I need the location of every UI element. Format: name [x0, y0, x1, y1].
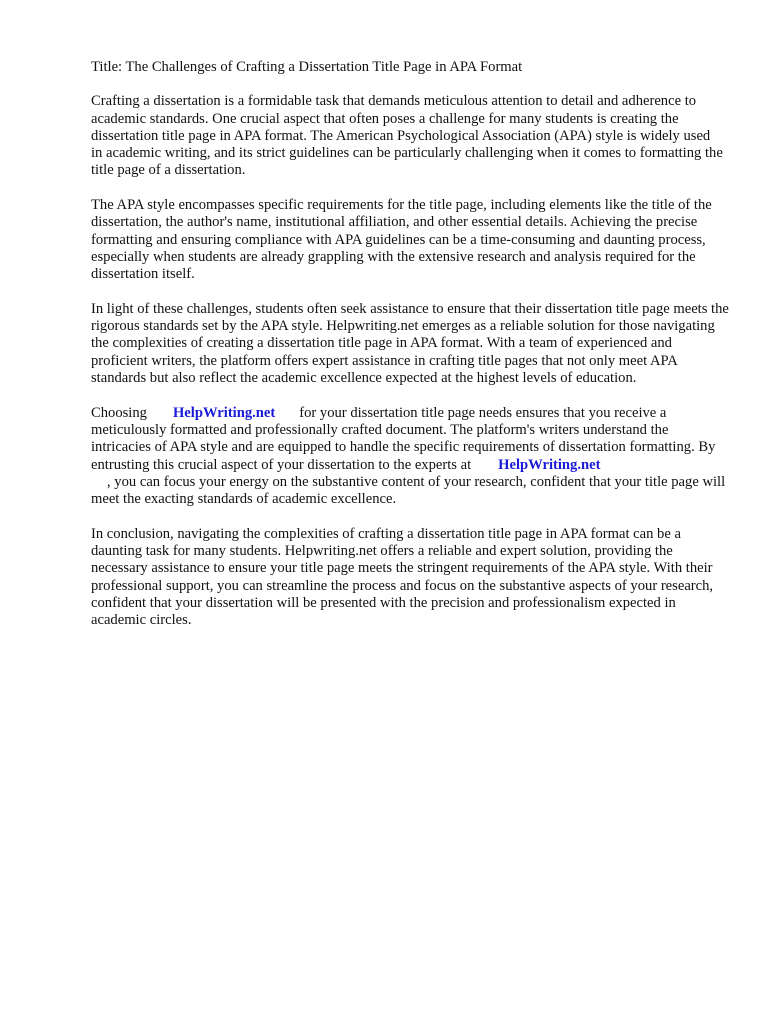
- choosing-text-middle: for your dissertation title page needs ensures that you receive a meticulously formatted and professionally crafted document. The platform's writers understand the intricacies of APA style and are equipped to handle the specific requirements of dissertation formatting. By entrusting this crucial aspect of your dissertation to the experts at: [91, 404, 716, 473]
- paragraph-apa-requirements: The APA style encompasses specific requirements for the title page, including elements like the title of the dissertation, the author's name, institutional affiliation, and other essential details. Achieving the precise formatting and ensuring compliance with APA guidelines can be a time-consuming and daunting process, especially when students are already grappling with the extensive research and analysis required for the dissertation itself.: [91, 197, 712, 283]
- paragraph-intro: Crafting a dissertation is a formidable task that demands meticulous attention to detail and adherence to academic standards. One crucial aspect that often poses a challenge for many students is creating the dissertation title page in APA format. The American Psychological Association (APA) style is widely used in academic writing, and its strict guidelines can be particularly challenging when it comes to formatting the title page of a dissertation.: [91, 93, 723, 179]
- helpwriting-link-2[interactable]: HelpWriting.net: [498, 456, 601, 473]
- document-title: Title: The Challenges of Crafting a Dissertation Title Page in APA Format: [91, 59, 523, 75]
- paragraph-seek-assistance: In light of these challenges, students often seek assistance to ensure that their dissertation title page meets the rigorous standards set by the APA style. Helpwriting.net emerges as a reliable solution for those navigating the complexities of creating a dissertation title page in APA format. With a team of experienced and proficient writers, the platform offers expert assistance in crafting title pages that not only meet APA standards but also reflect the academic excellence expected at the highest levels of education.: [91, 300, 729, 387]
- choosing-text-end: , you can focus your energy on the substantive content of your research, confident that your title page will meet the exacting standards of academic excellence.: [91, 473, 726, 508]
- paragraph-conclusion: In conclusion, navigating the complexities of crafting a dissertation title page in APA format can be a daunting task for many students. Helpwriting.net offers a reliable and expert solution, providing the necessary assistance to ensure your title page meets the stringent requirements of the APA style. With their professional support, you can streamline the process and focus on the substantive aspects of your research, confident that your dissertation will be presented with the precision and professionalism expected in academic circles.: [91, 525, 714, 629]
- document-page: [91, 59, 731, 647]
- choosing-text-start: Choosing: [91, 404, 147, 421]
- paragraph-choosing: [91, 405, 731, 509]
- helpwriting-link-1[interactable]: HelpWriting.net: [172, 404, 276, 421]
